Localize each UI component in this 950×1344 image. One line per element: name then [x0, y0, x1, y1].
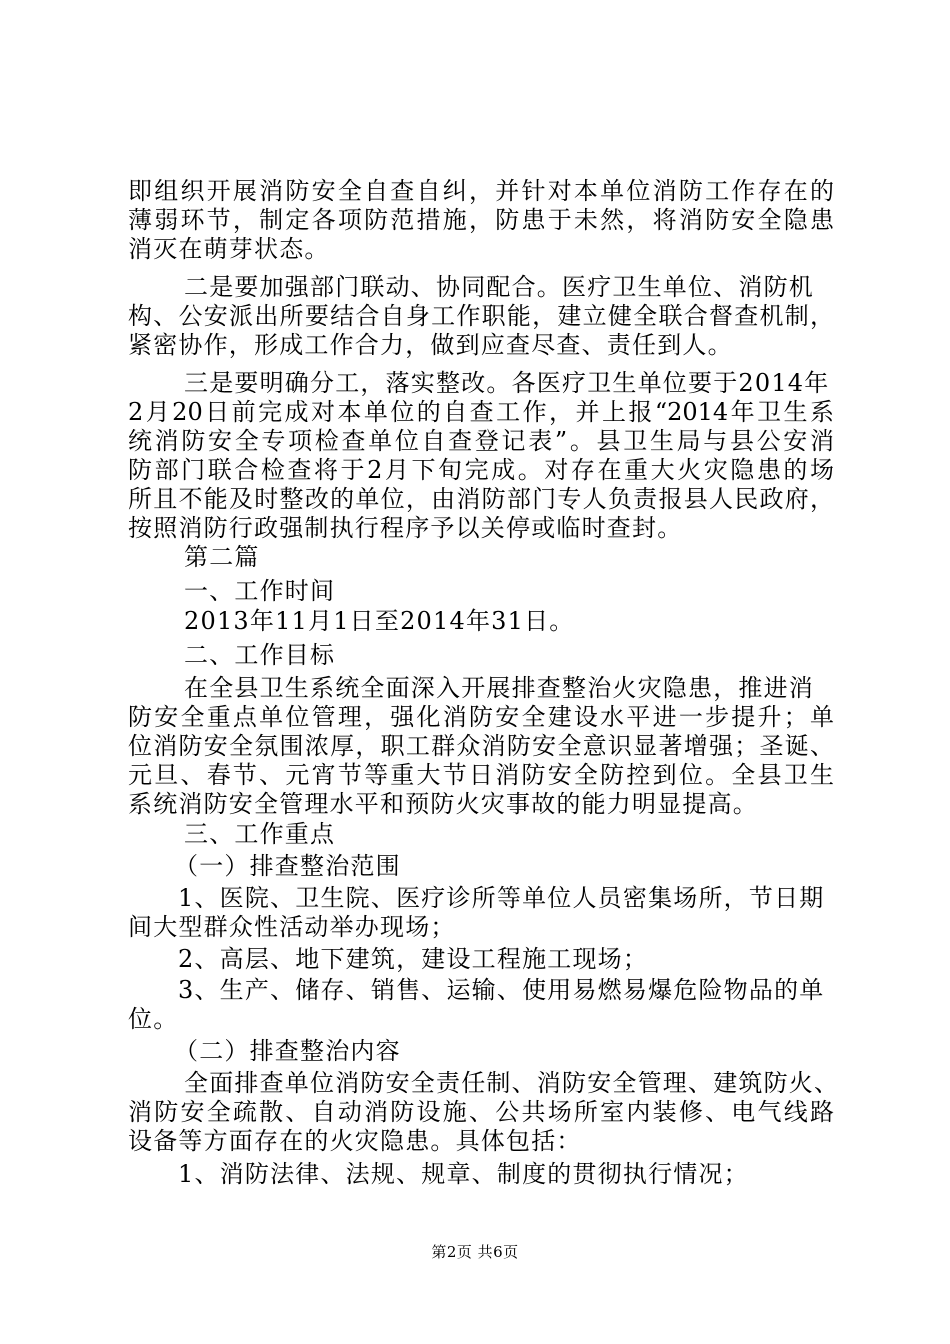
subsection-heading: （二）排查整治内容: [174, 1037, 401, 1065]
paragraph-start-line: 三是要明确分工，落实整改。各医疗卫生单位要于2014年: [184, 369, 830, 397]
text-line: 消灭在萌芽状态。: [128, 235, 330, 263]
paragraph-start-line: 在全县卫生系统全面深入开展排查整治火灾隐患，推进消: [184, 674, 814, 702]
text-line: 即组织开展消防安全自查自纠，并针对本单位消防工作存在的: [128, 177, 834, 205]
text-line: 设备等方面存在的火灾隐患。具体包括：: [128, 1127, 582, 1155]
section-heading: 二、工作目标: [184, 641, 336, 669]
text-line: 位消防安全氛围浓厚，职工群众消防安全意识显著增强；圣诞、: [128, 732, 834, 760]
page-number: 第2页 共6页: [431, 1243, 519, 1261]
text-line: 元旦、春节、元宵节等重大节日消防安全防控到位。全县卫生: [128, 761, 834, 789]
text-line: 紧密协作，形成工作合力，做到应查尽查、责任到人。: [128, 331, 733, 359]
text-line: 防部门联合检查将于2月下旬完成。对存在重大火灾隐患的场: [128, 456, 834, 484]
list-item: 1、医院、卫生院、医疗诊所等单位人员密集场所，节日期: [178, 884, 825, 912]
text-line: 统消防安全专项检查单位自查登记表”。县卫生局与县公安消: [128, 427, 834, 455]
text-line: 位。: [128, 1005, 179, 1033]
text-line: 2013年11月1日至2014年31日。: [184, 607, 575, 635]
text-line: 所且不能及时整改的单位，由消防部门专人负责报县人民政府，: [128, 485, 834, 513]
text-line: 构、公安派出所要结合自身工作职能，建立健全联合督查机制，: [128, 302, 834, 330]
subsection-heading: （一）排查整治范围: [174, 852, 401, 880]
paragraph-start-line: 全面排查单位消防安全责任制、消防安全管理、建筑防火、: [184, 1069, 840, 1097]
text-line: 系统消防安全管理水平和预防火灾事故的能力明显提高。: [128, 790, 758, 818]
text-line: 2月20日前完成对本单位的自查工作，并上报“2014年卫生系: [128, 398, 834, 426]
text-line: 薄弱环节，制定各项防范措施，防患于未然，将消防安全隐患: [128, 206, 834, 234]
list-item: 2、高层、地下建筑，建设工程施工现场；: [178, 945, 649, 973]
section-heading: 三、工作重点: [184, 820, 336, 848]
text-line: 按照消防行政强制执行程序予以关停或临时查封。: [128, 514, 683, 542]
text-line: 间大型群众性活动举办现场；: [128, 913, 456, 941]
list-item: 3、生产、储存、销售、运输、使用易燃易爆危险物品的单: [178, 976, 825, 1004]
section-heading: 一、工作时间: [184, 577, 336, 605]
text-line: 防安全重点单位管理，强化消防安全建设水平进一步提升；单: [128, 703, 834, 731]
paragraph-start-line: 二是要加强部门联动、协同配合。医疗卫生单位、消防机: [184, 273, 814, 301]
section-heading: 第二篇: [184, 543, 260, 571]
text-line: 消防安全疏散、自动消防设施、公共场所室内装修、电气线路: [128, 1098, 834, 1126]
list-item: 1、消防法律、法规、规章、制度的贯彻执行情况；: [178, 1160, 749, 1188]
